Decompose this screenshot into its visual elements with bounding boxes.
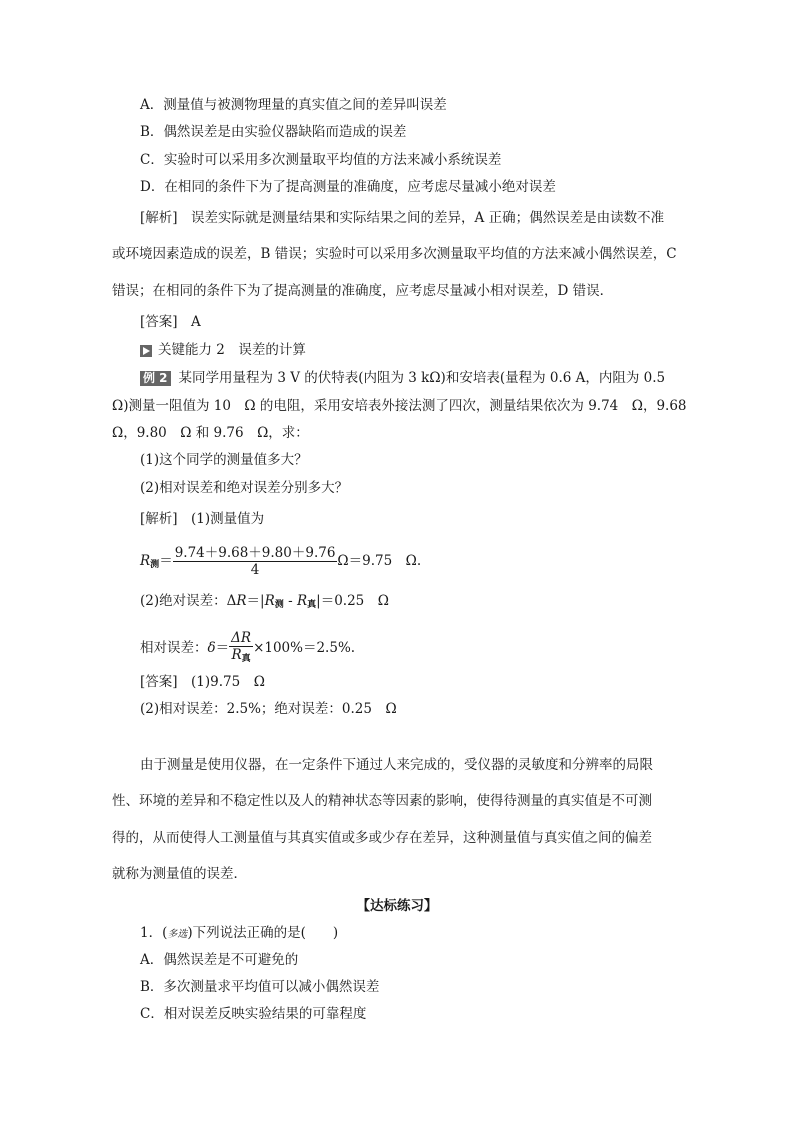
option-d: D．在相同的条件下为了提高测量的准确度，应考虑尽量减小绝对误差 <box>140 179 556 195</box>
practice-option-b: B．多次测量求平均值可以减小偶然误差 <box>140 979 380 995</box>
example-badge: 例 2 <box>140 371 171 386</box>
section-header: 关键能力 2 误差的计算 <box>140 341 306 359</box>
option-c: C．实验时可以采用多次测量取平均值的方法来减小系统误差 <box>140 152 502 168</box>
summary-line1: 由于测量是使用仪器，在一定条件下通过人来完成的，受仪器的灵敏度和分辨率的局限 <box>140 757 653 773</box>
analysis1-line1: [解析] 误差实际就是测量结果和实际结果之间的差异，A 正确；偶然误差是由读数不准 <box>140 210 665 226</box>
practice-q1: 1．(多选)下列说法正确的是( ) <box>140 925 339 941</box>
practice-option-a: A．偶然误差是不可避免的 <box>140 952 299 968</box>
question-1: (1)这个同学的测量值多大？ <box>140 452 308 468</box>
mean-fraction: $\frac{9.74+9.68+9.80+9.76}{4}$ <box>174 545 336 578</box>
analysis2-label: [解析] (1)测量值为 <box>140 511 265 527</box>
example-line3: Ω，9.80 Ω 和 9.76 Ω，求： <box>112 425 309 441</box>
answer2-line2: (2)相对误差：2.5%；绝对误差：0.25 Ω <box>140 701 397 717</box>
relative-error-formula: 相对误差：δ＝ $\frac{\Delta R}{R_真}$ ×100%＝2.5%. <box>140 630 355 667</box>
summary-line3: 得的，从而使得人工测量值与其真实值或多或少存在差异，这种测量值与真实值之间的偏差 <box>112 830 652 846</box>
practice-title: 【达标练习】 <box>356 898 438 914</box>
analysis1-line3: 错误；在相同的条件下为了提高测量的准确度，应考虑尽量减小相对误差，D 错误． <box>112 283 614 299</box>
option-a: A．测量值与被测物理量的真实值之间的差异叫误差 <box>140 97 447 113</box>
play-icon <box>140 345 152 357</box>
mean-formula: $R_测=$ $\frac{9.74+9.68+9.80+9.76}{4}$ Ω＝9.75 Ω. <box>140 545 422 578</box>
question-2: (2)相对误差和绝对误差分别多大？ <box>140 480 349 496</box>
option-b: B．偶然误差是由实验仪器缺陷而造成的误差 <box>140 124 407 140</box>
summary-line2: 性、环境的差异和不稳定性以及人的精神状态等因素的影响，使得待测量的真实值是不可测 <box>112 793 652 809</box>
practice-option-c: C．相对误差反映实验结果的可靠程度 <box>140 1006 367 1022</box>
summary-line4: 就称为测量值的误差． <box>112 866 247 882</box>
answer1: [答案] A <box>140 314 201 330</box>
example-line2: Ω)测量一阻值为 10 Ω 的电阻，采用安培表外接法测了四次，测量结果依次为 9.74 Ω，9.68 <box>112 398 687 414</box>
relative-fraction: $\frac{\Delta R}{R_真}$ <box>231 630 252 664</box>
absolute-error-formula: (2)绝对误差：$\Delta R=|R_测 - R_真|=0.25$ Ω <box>140 593 389 610</box>
analysis1-line2: 或环境因素造成的误差，B 错误；实验时可以采用多次测量取平均值的方法来减小偶然误差，C <box>112 246 677 262</box>
example-line1: 例 2 某同学用量程为 3 V 的伏特表(内阻为 3 kΩ)和安培表(量程为 0.6 A，内阻为 0.5 <box>140 369 665 387</box>
answer2-line1: [答案] (1)9.75 Ω <box>140 674 265 690</box>
